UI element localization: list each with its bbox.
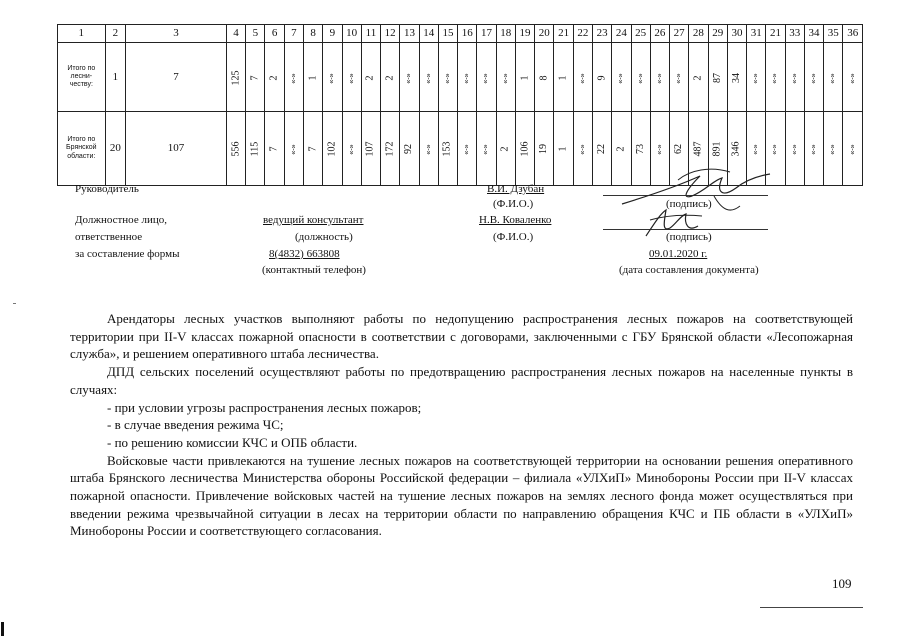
- cell-value: «-»: [579, 144, 587, 155]
- table-cell: [554, 112, 573, 186]
- official-fio-hint: (Ф.И.О.): [493, 231, 534, 243]
- cell-value: «-»: [810, 144, 818, 155]
- cell-value: «-»: [483, 144, 490, 155]
- cell-value: «-»: [829, 72, 837, 84]
- table-cell: 107: [126, 112, 227, 186]
- official-label-1: Должностное лицо,: [75, 214, 167, 226]
- column-header: 9: [323, 25, 342, 43]
- table-cell: [824, 112, 843, 186]
- table-cell: [419, 112, 438, 186]
- cell-value: «-»: [425, 144, 433, 155]
- table-cell: [400, 112, 419, 186]
- table-cell: [342, 43, 361, 112]
- official-label-2: ответственное: [75, 231, 143, 243]
- column-header: 4: [226, 25, 245, 43]
- column-header: 6: [265, 25, 284, 43]
- column-header: 23: [592, 25, 611, 43]
- column-header: 22: [573, 25, 592, 43]
- table-cell: [496, 112, 515, 186]
- table-cell: [323, 43, 342, 112]
- table-cell: [650, 43, 669, 112]
- cell-value: 7: [268, 146, 280, 152]
- table-cell: [843, 112, 863, 186]
- column-header: 21: [554, 25, 573, 43]
- cell-value: «-»: [656, 144, 664, 155]
- table-cell: [400, 43, 419, 112]
- table-cell: [419, 43, 438, 112]
- table-cell: [477, 43, 496, 112]
- cell-value: 102: [326, 141, 338, 157]
- cell-value: 34: [730, 72, 742, 83]
- cell-value: «-»: [656, 72, 664, 84]
- column-header: 26: [650, 25, 669, 43]
- table-cell: [631, 43, 650, 112]
- statistics-table: [57, 24, 863, 186]
- cell-value: 1: [307, 75, 319, 80]
- column-header: 1: [58, 25, 106, 43]
- cell-value: 346: [730, 141, 742, 157]
- official-position-hint: (должность): [295, 231, 353, 243]
- cell-value: «-»: [290, 144, 298, 155]
- cell-value: 62: [673, 144, 685, 154]
- cell-value: 2: [692, 75, 704, 80]
- table-cell: [824, 43, 843, 112]
- cell-value: «-»: [752, 144, 760, 155]
- column-header: 21: [766, 25, 785, 43]
- table-cell: [458, 43, 477, 112]
- table-cell: [843, 43, 863, 112]
- table-cell: [381, 43, 400, 112]
- cell-value: 2: [384, 75, 396, 80]
- table-cell: [573, 112, 592, 186]
- cell-value: 2: [268, 75, 280, 80]
- table-cell: [515, 112, 534, 186]
- row-label: Итого по Брянской области:: [58, 112, 106, 186]
- cell-value: 115: [249, 141, 261, 157]
- table-cell: 7: [126, 43, 227, 112]
- scan-artifact: [1, 622, 4, 636]
- paragraph-volunteers: ДПД сельских поселений осуществляют работы по предотвращению распространения лесных пожаров на населенные пункты в случаях:: [70, 364, 853, 397]
- table-cell: [342, 112, 361, 186]
- cell-value: «-»: [771, 144, 779, 155]
- column-header: 17: [477, 25, 496, 43]
- table-cell: [381, 112, 400, 186]
- paragraph-tenants: Арендаторы лесных участков выполняют работы по недопущению распространения лесных пожаров на соответствующей территории при II-V классах пожарной опасности в соответствии с договорами, заключенными с ГБУ Брянской области «Лесопожарная служба», и решением оперативного штаба лесничества.: [70, 311, 853, 362]
- column-header: 24: [612, 25, 631, 43]
- column-header: 7: [284, 25, 303, 43]
- table-cell: [265, 112, 284, 186]
- table-cell: [785, 43, 804, 112]
- table-cell: [535, 43, 554, 112]
- cell-value: «-»: [348, 144, 356, 155]
- column-header: 10: [342, 25, 361, 43]
- table-cell: [438, 112, 457, 186]
- cell-value: 1: [557, 146, 569, 152]
- column-header: 35: [824, 25, 843, 43]
- cell-value: «-»: [675, 72, 683, 84]
- column-header: 2: [105, 25, 125, 43]
- column-header: 16: [458, 25, 477, 43]
- date-hint: (дата составления документа): [619, 264, 759, 276]
- footer-rule: [760, 607, 863, 608]
- cell-value: 7: [307, 146, 319, 152]
- column-header: 33: [785, 25, 804, 43]
- official-position: ведущий консультант: [263, 214, 364, 226]
- column-header: 14: [419, 25, 438, 43]
- table-cell: [766, 43, 785, 112]
- table-cell: [708, 43, 727, 112]
- cell-value: «-»: [771, 72, 779, 84]
- cell-value: «-»: [290, 72, 298, 84]
- cell-value: 7: [249, 75, 261, 80]
- table-cell: [804, 112, 823, 186]
- table-cell: [785, 112, 804, 186]
- column-header: 30: [727, 25, 746, 43]
- head-name: В.И. Дзубан: [487, 183, 545, 195]
- table-cell: [284, 43, 303, 112]
- list-item: - в случае введения режима ЧС;: [107, 417, 284, 433]
- column-header: 18: [496, 25, 515, 43]
- table-cell: [554, 43, 573, 112]
- official-name: Н.В. Коваленко: [479, 214, 552, 226]
- cell-value: 87: [711, 72, 723, 83]
- cell-value: «-»: [617, 72, 625, 84]
- column-header: 29: [708, 25, 727, 43]
- table-cell: [535, 112, 554, 186]
- cell-value: 2: [499, 146, 511, 152]
- table-cell: [361, 43, 380, 112]
- table-cell: [804, 43, 823, 112]
- cell-value: 107: [364, 141, 376, 157]
- table-cell: [592, 43, 611, 112]
- table-cell: [246, 112, 265, 186]
- cell-value: 1: [557, 75, 569, 80]
- column-header: 11: [361, 25, 380, 43]
- cell-value: «-»: [579, 72, 587, 84]
- column-header: 28: [689, 25, 708, 43]
- cell-value: «-»: [463, 144, 471, 155]
- row-label: Итого по лесни-честву:: [58, 43, 106, 112]
- cell-value: 19: [538, 144, 550, 154]
- cell-value: «-»: [463, 72, 471, 84]
- table-cell: [592, 112, 611, 186]
- table-cell: [246, 43, 265, 112]
- phone-value: 8(4832) 663808: [269, 248, 340, 260]
- column-header: 3: [126, 25, 227, 43]
- column-header: 12: [381, 25, 400, 43]
- head-fio-hint: (Ф.И.О.): [493, 198, 534, 210]
- cell-value: «-»: [444, 72, 452, 84]
- phone-hint: (контактный телефон): [262, 264, 366, 276]
- table-row-forestry-total: [58, 43, 863, 112]
- table-cell: [515, 43, 534, 112]
- cell-value: 556: [230, 141, 242, 157]
- table-cell: [303, 112, 322, 186]
- cell-value: «-»: [752, 72, 760, 84]
- cell-value: 8: [538, 75, 550, 80]
- paragraph-military: Войсковые части привлекаются на тушение лесных пожаров на соответствующей территории на основании решения оперативного штаба Брянского лесничества Министерства обороны Российской федерации – филиала «УЛХиП» Минобороны России при II-V классах пожарной опасности. Привлечение войсковых частей на тушение лесных пожаров на землях лесного фонда может осуществляться при введении режима чрезвычайной ситуации в лесах на территории области по направлению обращения КЧС и ПБ области в «УЛХиП» Минобороны России и соответствующего согласования.: [70, 452, 853, 539]
- cell-value: «-»: [810, 72, 818, 84]
- table-cell: [573, 43, 592, 112]
- table-cell: [670, 43, 689, 112]
- cell-value: «-»: [637, 72, 645, 84]
- list-item: - по решению комиссии КЧС и ОПБ области.: [107, 434, 358, 450]
- cell-value: 125: [230, 70, 242, 85]
- table-cell: [226, 112, 245, 186]
- table-cell: [284, 112, 303, 186]
- column-header: 5: [246, 25, 265, 43]
- cell-value: 891: [711, 141, 723, 157]
- table-cell: [747, 43, 766, 112]
- body-text: [70, 310, 853, 540]
- cell-value: «-»: [849, 144, 857, 155]
- column-header: 15: [438, 25, 457, 43]
- table-cell: [689, 43, 708, 112]
- column-header: 8: [303, 25, 322, 43]
- table-cell: 20: [105, 112, 125, 186]
- head-label: Руководитель: [75, 183, 139, 195]
- cell-value: «-»: [483, 72, 490, 84]
- table-cell: [496, 43, 515, 112]
- list-item: - при условии угрозы распространения лесных пожаров;: [107, 399, 422, 415]
- table-header-row: [58, 25, 863, 43]
- table-cell: [727, 43, 746, 112]
- table-cell: [458, 112, 477, 186]
- cell-value: «-»: [502, 72, 510, 84]
- official-label-3: за составление формы: [75, 248, 180, 260]
- cell-value: 92: [403, 144, 415, 154]
- table-cell: [226, 43, 245, 112]
- cell-value: 22: [596, 144, 608, 154]
- cell-value: 487: [692, 141, 704, 157]
- head-sign-hint: (подпись): [666, 198, 712, 210]
- page-number: 109: [832, 576, 852, 591]
- column-header: 31: [747, 25, 766, 43]
- table-cell: [438, 43, 457, 112]
- column-header: 13: [400, 25, 419, 43]
- cell-value: 2: [615, 146, 627, 152]
- cell-value: 9: [596, 75, 608, 80]
- column-header: 34: [804, 25, 823, 43]
- column-header: 19: [515, 25, 534, 43]
- cell-value: 1: [519, 75, 531, 80]
- table-cell: [361, 112, 380, 186]
- column-header: 36: [843, 25, 863, 43]
- cell-value: 2: [364, 75, 376, 80]
- cell-value: 106: [519, 141, 531, 157]
- table-cell: [477, 112, 496, 186]
- cell-value: «-»: [791, 72, 799, 84]
- cell-value: 172: [384, 141, 396, 157]
- column-header: 25: [631, 25, 650, 43]
- cell-value: «-»: [328, 72, 336, 84]
- official-sign-hint: (подпись): [666, 231, 712, 243]
- cell-value: 153: [441, 141, 453, 157]
- table-cell: [303, 43, 322, 112]
- cell-value: «-»: [348, 72, 356, 84]
- cell-value: «-»: [829, 144, 837, 155]
- column-header: 20: [535, 25, 554, 43]
- date-value: 09.01.2020 г.: [649, 248, 708, 260]
- table-cell: 1: [105, 43, 125, 112]
- cell-value: «-»: [849, 72, 857, 84]
- table-cell: [612, 43, 631, 112]
- cell-value: «-»: [791, 144, 799, 155]
- official-signature-scribble: [640, 206, 710, 244]
- column-header: 27: [670, 25, 689, 43]
- cell-value: «-»: [425, 72, 433, 84]
- scan-artifact: [13, 303, 16, 304]
- cell-value: 73: [634, 144, 646, 154]
- table-cell: [265, 43, 284, 112]
- table-cell: [323, 112, 342, 186]
- cell-value: «-»: [405, 72, 413, 84]
